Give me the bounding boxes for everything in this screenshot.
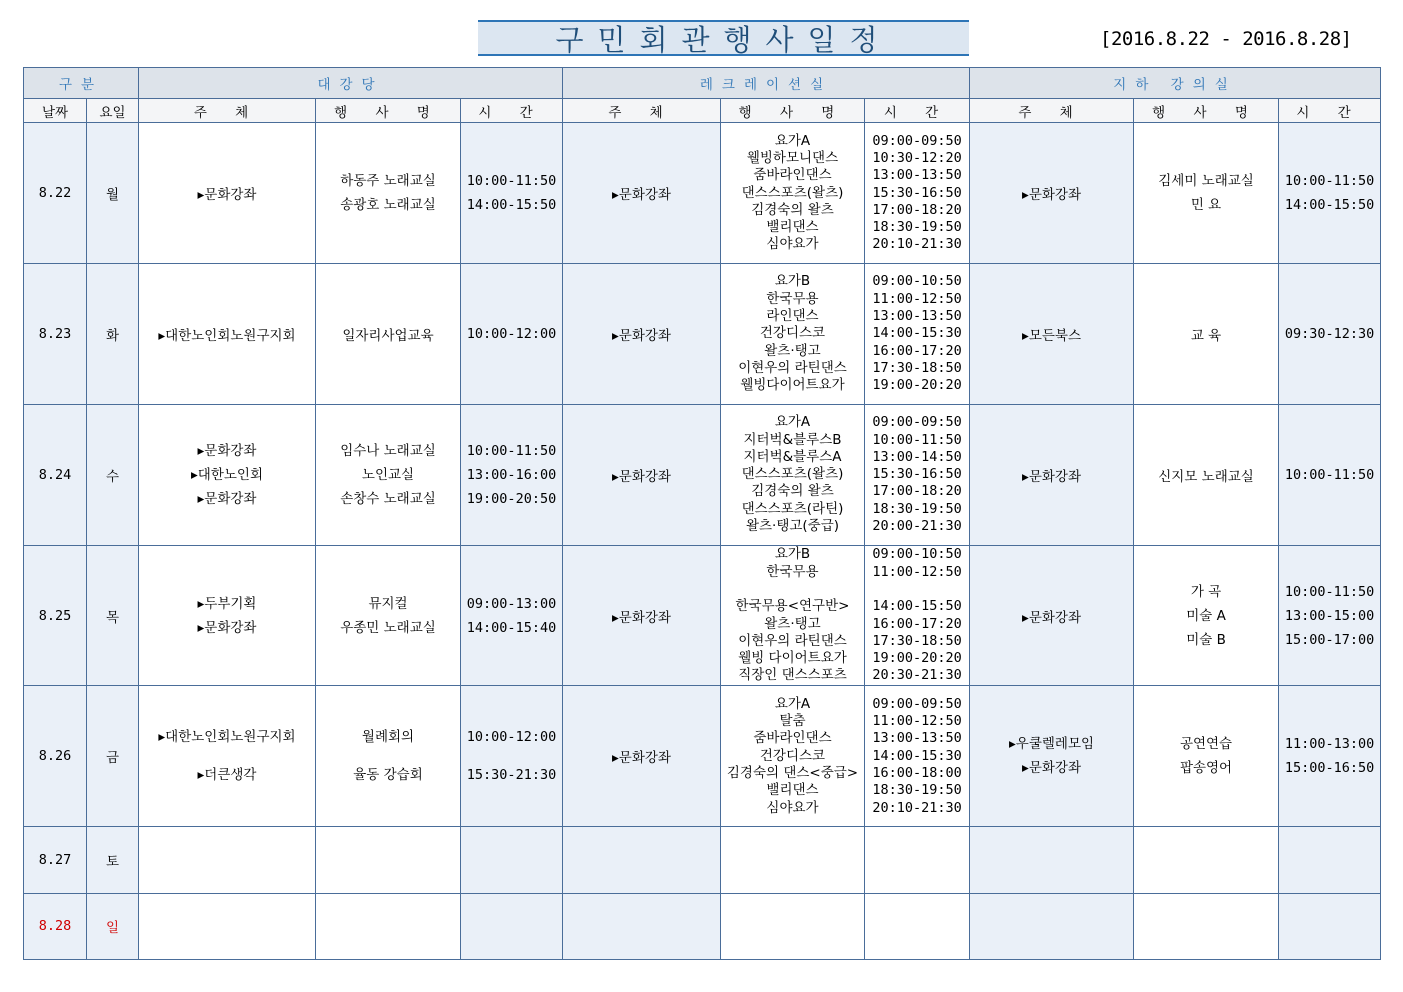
weekday-cell: 화 — [87, 264, 139, 405]
event-time: 13:00-13:50 — [872, 167, 962, 184]
event-name: 왈츠·탱고 — [764, 615, 821, 632]
base-event-cell — [1134, 264, 1279, 405]
event-name: 줌바라인댄스 — [753, 167, 832, 184]
event-name: 율동 강습회 — [353, 767, 423, 784]
col-header-time: 시 간 — [461, 99, 563, 123]
event-time: 10:00-11:50 — [1284, 173, 1375, 190]
org-name: ▸문화강좌 — [612, 468, 671, 485]
event-time: 09:00-13:00 — [466, 595, 557, 612]
col-header-time: 시 간 — [865, 99, 970, 123]
hall-time-cell — [461, 827, 563, 893]
base-time-cell — [1279, 404, 1381, 545]
event-name: 댄스스포츠(라틴) — [741, 500, 844, 517]
event-time: 19:00-20:20 — [872, 650, 962, 667]
hall-event-cell — [316, 545, 461, 686]
col-header-date: 날짜 — [24, 99, 87, 123]
hall-event-cell — [316, 404, 461, 545]
event-time: 10:00-12:00 — [466, 325, 557, 342]
schedule-row — [24, 404, 1381, 545]
rec-time-cell — [865, 264, 970, 405]
event-name: 공연연습 — [1179, 736, 1233, 753]
base-org-cell — [970, 545, 1134, 686]
hall-org-cell — [139, 893, 316, 959]
event-name: 요가A — [774, 414, 811, 431]
org-name: ▸대한노인회 — [191, 466, 263, 483]
org-name: ▸문화강좌 — [197, 442, 257, 459]
weekday-cell: 금 — [87, 686, 139, 827]
hall-time-cell — [461, 545, 563, 686]
rec-time-cell — [865, 404, 970, 545]
event-name: 댄스스포츠(왈츠) — [741, 466, 844, 483]
event-time: 10:00-11:50 — [466, 442, 557, 459]
event-name: 라인댄스 — [766, 308, 819, 325]
rec-org-cell — [563, 545, 721, 686]
event-time: 16:00-17:20 — [872, 615, 962, 632]
base-event-cell — [1134, 404, 1279, 545]
hall-time-cell — [461, 123, 563, 264]
rec-org-cell — [563, 827, 721, 893]
hall-time-cell — [461, 404, 563, 545]
event-name: 왈츠·탱고 — [764, 342, 821, 359]
hall-org-cell — [139, 545, 316, 686]
event-name: 탈춤 — [779, 713, 806, 730]
date-cell: 8.27 — [24, 827, 87, 893]
column-header-row — [24, 99, 1381, 123]
base-event-cell — [1134, 123, 1279, 264]
org-name: ▸문화강좌 — [612, 609, 671, 626]
rec-time-cell — [865, 893, 970, 959]
event-time: 10:00-11:50 — [872, 431, 962, 448]
base-time-cell — [1279, 686, 1381, 827]
rec-org-cell — [563, 893, 721, 959]
weekday-cell: 수 — [87, 404, 139, 545]
rec-time-cell — [865, 686, 970, 827]
hall-time-cell — [461, 686, 563, 827]
event-time: 14:00-15:50 — [872, 598, 962, 615]
event-time: 09:00-09:50 — [872, 414, 962, 431]
event-name: 손창수 노래교실 — [340, 490, 436, 507]
event-name: 건강디스코 — [759, 747, 826, 764]
section-header-basement: 지하 강의실 — [970, 68, 1381, 99]
rec-org-cell — [563, 264, 721, 405]
event-name: 교 육 — [1190, 327, 1222, 344]
event-time: 15:30-16:50 — [872, 466, 962, 483]
col-header-time: 시 간 — [1279, 99, 1381, 123]
event-time: 19:00-20:20 — [872, 377, 962, 394]
event-time: 10:30-12:20 — [872, 149, 962, 166]
event-time: 11:00-13:00 — [1284, 736, 1375, 753]
hall-org-cell — [139, 404, 316, 545]
org-name: ▸문화강좌 — [1022, 760, 1081, 777]
hall-org-cell — [139, 123, 316, 264]
event-name: 댄스스포츠(왈츠) — [741, 184, 844, 201]
date-cell: 8.23 — [24, 264, 87, 405]
event-name: 지터벅&블루스B — [743, 431, 842, 448]
event-name: 요가A — [774, 695, 811, 712]
base-org-cell — [970, 827, 1134, 893]
date-cell: 8.28 — [24, 893, 87, 959]
base-event-cell — [1134, 893, 1279, 959]
base-time-cell — [1279, 123, 1381, 264]
org-name: ▸문화강좌 — [1022, 468, 1081, 485]
org-name: ▸우쿨렐레모임 — [1009, 736, 1095, 753]
hall-event-cell — [316, 686, 461, 827]
org-name: ▸문화강좌 — [197, 187, 257, 204]
event-name: 민 요 — [1190, 197, 1222, 214]
event-time: 13:00-15:00 — [1284, 607, 1375, 624]
event-time: 17:00-18:20 — [872, 483, 962, 500]
event-time: 11:00-12:50 — [872, 290, 962, 307]
event-name: 김경숙의 왈츠 — [751, 201, 834, 218]
event-name: 팝송영어 — [1179, 760, 1233, 777]
event-time: 14:00-15:30 — [872, 747, 962, 764]
base-org-cell — [970, 893, 1134, 959]
blank-line — [865, 581, 969, 598]
hall-time-cell — [461, 893, 563, 959]
event-name: 임수나 노래교실 — [340, 442, 436, 459]
weekday-cell: 월 — [87, 123, 139, 264]
event-name: 왈츠·탱고(중급) — [745, 517, 840, 534]
weekday-cell: 일 — [87, 893, 139, 959]
event-name: 지터벅&블루스A — [743, 448, 842, 465]
event-name: 심야요가 — [766, 799, 819, 816]
event-time: 18:30-19:50 — [872, 500, 962, 517]
base-time-cell — [1279, 264, 1381, 405]
event-name: 건강디스코 — [759, 325, 826, 342]
weekday-cell: 목 — [87, 545, 139, 686]
event-time: 19:00-20:50 — [466, 490, 557, 507]
event-time: 09:00-10:50 — [872, 546, 962, 563]
base-event-cell — [1134, 827, 1279, 893]
org-name: ▸문화강좌 — [197, 490, 257, 507]
rec-org-cell — [563, 404, 721, 545]
event-time: 13:00-13:50 — [872, 730, 962, 747]
org-name: ▸더큰생각 — [197, 767, 257, 784]
event-time: 18:30-19:50 — [872, 219, 962, 236]
event-name: 송광호 노래교실 — [340, 197, 436, 214]
schedule-row — [24, 545, 1381, 686]
rec-org-cell — [563, 686, 721, 827]
col-header-event: 행 사 명 — [316, 99, 461, 123]
event-time: 14:00-15:50 — [466, 197, 557, 214]
event-name: 이현우의 라틴댄스 — [738, 359, 847, 376]
event-name: 줌바라인댄스 — [753, 730, 832, 747]
event-time: 20:10-21:30 — [872, 799, 962, 816]
event-time: 16:00-17:20 — [872, 342, 962, 359]
event-time: 18:30-19:50 — [872, 782, 962, 799]
rec-event-cell — [721, 827, 865, 893]
org-name: ▸대한노인회노원구지회 — [158, 729, 296, 746]
org-name: ▸문화강좌 — [612, 750, 671, 767]
org-name: ▸두부기획 — [197, 595, 257, 612]
date-range: [2016.8.22 - 2016.8.28] — [1100, 28, 1352, 50]
event-time: 14:00-15:40 — [466, 619, 557, 636]
hall-time-cell — [461, 264, 563, 405]
date-cell: 8.22 — [24, 123, 87, 264]
event-time: 15:30-16:50 — [872, 184, 962, 201]
rec-time-cell — [865, 123, 970, 264]
event-name: 웰빙다이어트요가 — [740, 377, 845, 394]
event-name: 김경숙의 왈츠 — [751, 483, 834, 500]
org-name: ▸문화강좌 — [612, 187, 671, 204]
rec-event-cell — [721, 893, 865, 959]
event-name: 일자리사업교육 — [342, 327, 434, 344]
hall-org-cell — [139, 827, 316, 893]
event-time: 20:30-21:30 — [872, 667, 962, 684]
rec-event-cell — [721, 686, 865, 827]
org-name: ▸모든북스 — [1022, 327, 1081, 344]
event-name: 밸리댄스 — [766, 219, 819, 236]
rec-event-cell — [721, 264, 865, 405]
org-name: ▸대한노인회노원구지회 — [158, 327, 296, 344]
event-name: 월례회의 — [361, 729, 415, 746]
event-name: 이현우의 라틴댄스 — [738, 632, 847, 649]
event-name: 우종민 노래교실 — [340, 619, 436, 636]
event-name: 밸리댄스 — [766, 782, 819, 799]
org-name: ▸문화강좌 — [197, 619, 257, 636]
event-time: 15:30-21:30 — [466, 767, 557, 784]
event-time: 10:00-11:50 — [1284, 583, 1375, 600]
event-time: 15:00-17:00 — [1284, 631, 1375, 648]
event-name: 한국무용 — [766, 290, 819, 307]
schedule-row — [24, 893, 1381, 959]
col-header-org: 주 체 — [970, 99, 1134, 123]
event-time: 11:00-12:50 — [872, 563, 962, 580]
event-time: 14:00-15:30 — [872, 325, 962, 342]
event-time: 10:00-11:50 — [1284, 466, 1375, 483]
event-time: 09:00-10:50 — [872, 273, 962, 290]
event-time: 13:00-16:00 — [466, 466, 557, 483]
schedule-table — [23, 67, 1381, 960]
section-header-row — [24, 68, 1381, 99]
event-name: 웰빙 다이어트요가 — [738, 650, 847, 667]
event-time: 13:00-13:50 — [872, 308, 962, 325]
hall-org-cell — [139, 686, 316, 827]
hall-org-cell — [139, 264, 316, 405]
schedule-row — [24, 123, 1381, 264]
event-time: 10:00-11:50 — [466, 173, 557, 190]
schedule-row — [24, 686, 1381, 827]
col-header-org: 주 체 — [139, 99, 316, 123]
event-time: 16:00-18:00 — [872, 764, 962, 781]
org-name: ▸문화강좌 — [1022, 187, 1081, 204]
event-time: 14:00-15:50 — [1284, 197, 1375, 214]
event-name: 직장인 댄스스포츠 — [738, 667, 847, 684]
section-header-recreation: 레크레이션실 — [563, 68, 970, 99]
event-time: 17:30-18:50 — [872, 632, 962, 649]
hall-event-cell — [316, 893, 461, 959]
event-name: 미술 A — [1186, 607, 1226, 624]
date-cell: 8.26 — [24, 686, 87, 827]
event-name: 김세미 노래교실 — [1158, 173, 1254, 190]
weekday-cell: 토 — [87, 827, 139, 893]
col-header-event: 행 사 명 — [721, 99, 865, 123]
hall-event-cell — [316, 123, 461, 264]
event-name: 김경숙의 댄스<중급> — [726, 764, 859, 781]
event-name: 웰빙하모니댄스 — [746, 149, 839, 166]
event-time: 20:10-21:30 — [872, 236, 962, 253]
base-org-cell — [970, 404, 1134, 545]
rec-event-cell — [721, 404, 865, 545]
schedule-row — [24, 827, 1381, 893]
event-time: 13:00-14:50 — [872, 448, 962, 465]
rec-time-cell — [865, 545, 970, 686]
event-name: 요가B — [774, 546, 811, 563]
base-time-cell — [1279, 827, 1381, 893]
org-name: ▸문화강좌 — [1022, 609, 1081, 626]
event-time: 20:00-21:30 — [872, 517, 962, 534]
org-name: ▸문화강좌 — [612, 327, 671, 344]
event-name: 요가A — [774, 132, 811, 149]
event-name: 한국무용<연구반> — [735, 598, 850, 615]
event-name: 노인교실 — [361, 466, 415, 483]
event-name: 요가B — [774, 273, 811, 290]
base-org-cell — [970, 123, 1134, 264]
event-name: 한국무용 — [766, 563, 819, 580]
rec-event-cell — [721, 545, 865, 686]
event-name: 가 곡 — [1190, 583, 1222, 600]
event-time: 15:00-16:50 — [1284, 760, 1375, 777]
event-name: 신지모 노래교실 — [1158, 468, 1254, 485]
blank-line — [721, 581, 864, 598]
section-header-hall: 대강당 — [139, 68, 563, 99]
rec-org-cell — [563, 123, 721, 264]
base-time-cell — [1279, 545, 1381, 686]
page-title: 구민회관행사일정 — [478, 20, 969, 56]
rec-time-cell — [865, 827, 970, 893]
event-time: 09:00-09:50 — [872, 132, 962, 149]
base-event-cell — [1134, 686, 1279, 827]
date-cell: 8.24 — [24, 404, 87, 545]
hall-event-cell — [316, 264, 461, 405]
event-time: 10:00-12:00 — [466, 729, 557, 746]
col-header-weekday: 요일 — [87, 99, 139, 123]
col-header-event: 행 사 명 — [1134, 99, 1279, 123]
event-name: 심야요가 — [766, 236, 819, 253]
rec-event-cell — [721, 123, 865, 264]
hall-event-cell — [316, 827, 461, 893]
date-cell: 8.25 — [24, 545, 87, 686]
base-event-cell — [1134, 545, 1279, 686]
base-org-cell — [970, 264, 1134, 405]
col-header-org: 주 체 — [563, 99, 721, 123]
event-name: 미술 B — [1186, 631, 1226, 648]
event-time: 11:00-12:50 — [872, 713, 962, 730]
event-time: 09:00-09:50 — [872, 695, 962, 712]
event-name: 뮤지컬 — [368, 595, 408, 612]
event-time: 09:30-12:30 — [1284, 325, 1375, 342]
event-time: 17:00-18:20 — [872, 201, 962, 218]
event-name: 하동주 노래교실 — [340, 173, 436, 190]
base-org-cell — [970, 686, 1134, 827]
base-time-cell — [1279, 893, 1381, 959]
category-header: 구분 — [24, 68, 139, 99]
schedule-row — [24, 264, 1381, 405]
event-time: 17:30-18:50 — [872, 359, 962, 376]
